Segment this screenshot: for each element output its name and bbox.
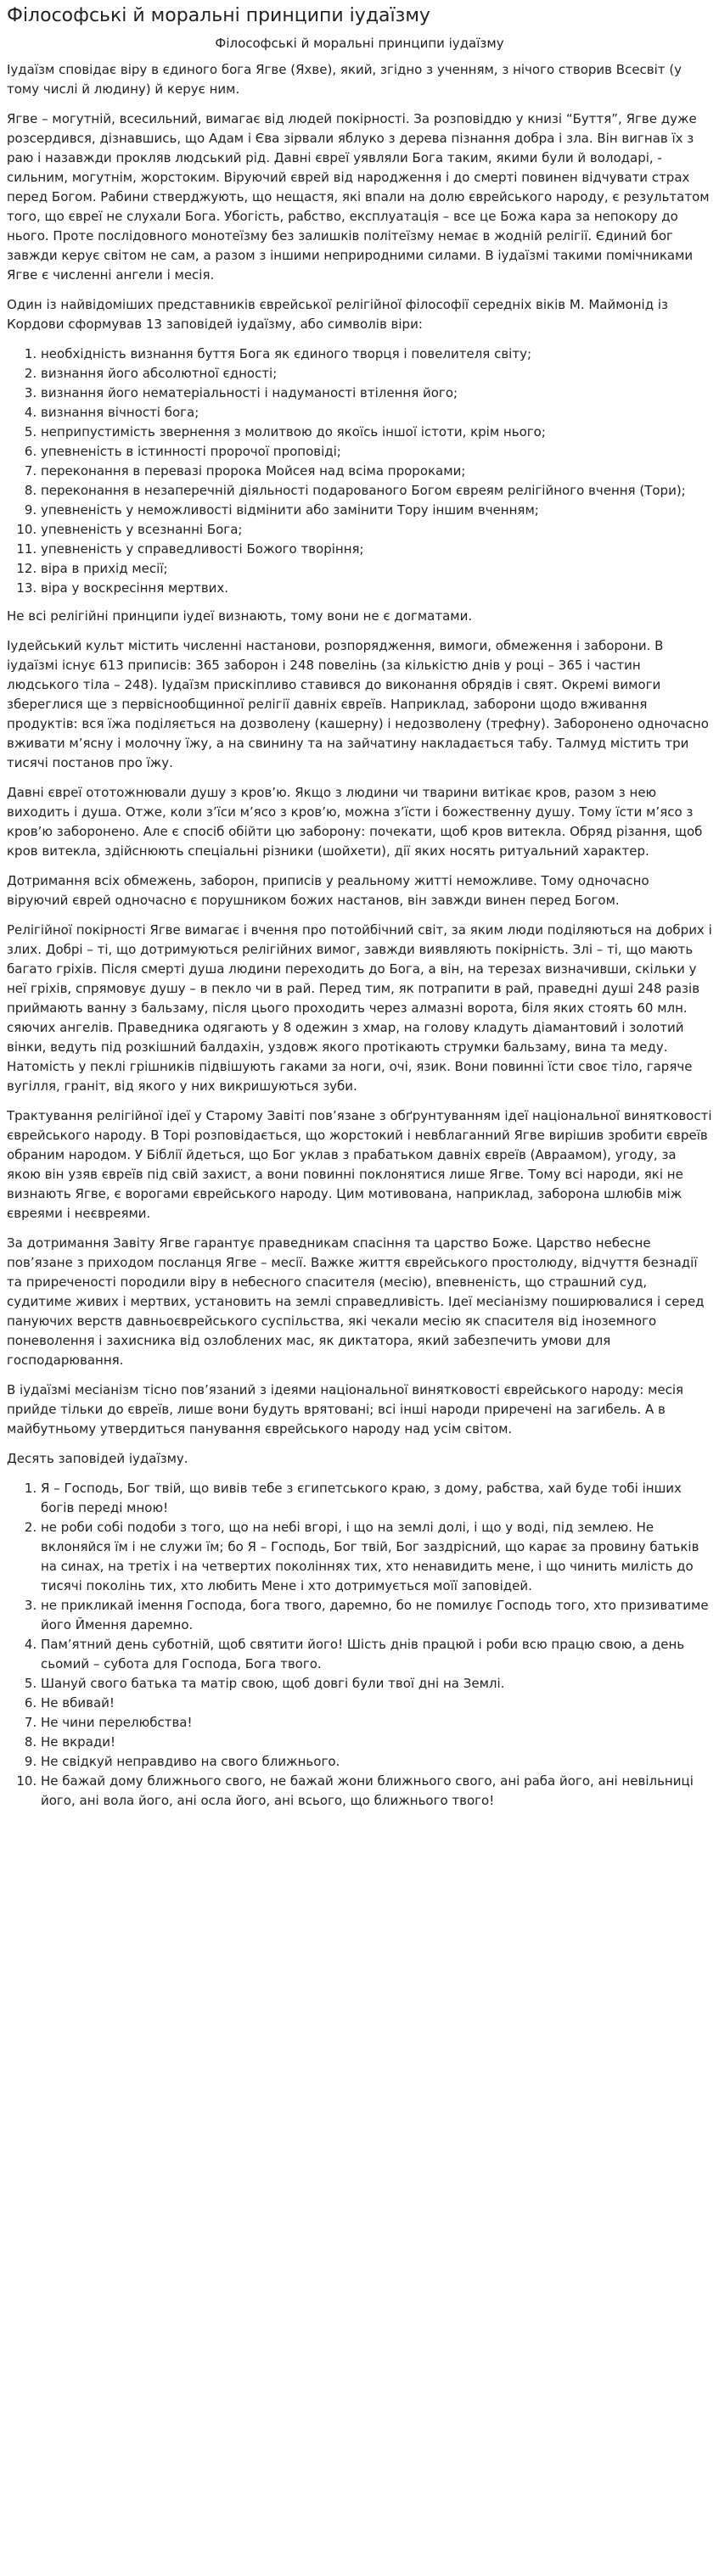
- commandment-item: 5. Шануй свого батька та матір свою, щоб довгі були твої дні на Землі.: [41, 1674, 712, 1694]
- principle-item: 8. переконання в незаперечній діяльності подарованого Богом євреям релігійного вчення (Тори);: [41, 481, 712, 501]
- paragraph-intro-1: Іудаїзм сповідає віру в єдиного бога Ягве (Яхве), який, згідно з ученням, з нічого створив Всесвіт (у тому числі й людину) й керує ним.: [7, 62, 682, 97]
- principle-item: 5. неприпустимість звернення з молитвою до якоїсь іншої істоти, крім нього;: [41, 423, 712, 442]
- paragraph-body-5: Релігійної покірності Ягве вимагає і вчення про потойбічний світ, за яким люди поділяються на добрих і злих. Добрі – ті, що дотримуються релігійних вимог, завжди виявляють покірність. Злі – ті, що мають багато гріхів. Після смерті душа людини переходить до Бога, а він, на терезах визначивши, скільки у неї гріхів, спрямовує душу – в пекло чи в рай. Перед тим, як потрапити в рай, праведні душі 248 разів приймають ванну з бальзаму, після цього проходить через алмазні ворота, біля яких стоять 60 млн. сяючих ангелів. Праведника одягають у 8 одежин з хмар, на голову кладуть діамантовий і золотий вінки, ведуть під розкішний балдахін, уздовж якого протікають струмки бальзаму, вина та меду. Натомість у пеклі грішників підвішують гаками за ноги, очі, язик. Вони повинні їсти своє тіло, гаряче вугілля, граніт, від якого у них викришуються зуби.: [7, 922, 712, 1094]
- commandment-item: 4. Пам’ятний день суботній, щоб святити його! Шість днів працюй і роби всю працю свою, а день сьомий – субота для Господа, Бога твого.: [41, 1635, 712, 1674]
- page-subtitle: Філософські й моральні принципи іудаїзму: [215, 36, 504, 51]
- paragraph-body-6: Трактування релігійної ідеї у Старому Завіті пов’язане з обґрунтуванням ідеї національної винятковості єврейського народу. В Торі розповідається, що жорстокий і невблаганний Ягве вирішив зробити євреїв обраним народом. У Біблії йдеться, що Бог уклав з прабатьком давніх євреїв (Авраамом), угоду, за якою він узяв євреїв під свій захист, а вони повинні поклонятися лише Ягве. Тому всі народи, які не визнають Ягве, є ворогами єврейського народу. Цим мотивована, наприклад, заборона шлюбів між євреями і неєвреями.: [7, 1108, 712, 1221]
- commandment-item: 8. Не вкради!: [41, 1733, 712, 1752]
- commandments-heading: Десять заповідей іудаїзму.: [7, 1451, 188, 1466]
- page-title: Філософські й моральні принципи іудаїзму: [7, 5, 430, 26]
- paragraph-body-8: В іудаїзмі месіанізм тісно пов’язаний з ідеями національної винятковості єврейського народу: месія прийде тільки до євреїв, лише вони будуть врятовані; всі інші народи приречені на загибель. А в майбутньому утвердиться панування єврейського народу над усім світом.: [7, 1382, 684, 1436]
- paragraph-body-1: Не всі релігійні принципи іудеї визнають, тому вони не є догматами.: [7, 608, 473, 624]
- principle-item: 11. упевненість у справедливості Божого творіння;: [41, 540, 712, 559]
- principle-item: 6. упевненість в істинності пророчої проповіді;: [41, 442, 712, 462]
- paragraph-body-3: Давні євреї ототожнювали душу з кров’ю. Якщо з людини чи тварини витікає кров, разом з нею виходить і душа. Отже, коли з’їси м’ясо з кров’ю, можна з’їсти і божественну душу. Тому їсти м’ясо з кров’ю заборонено. Але є спосіб обійти цю заборону: почекати, щоб кров витекла. Обряд різання, щоб кров витекла, здійснюють спеціальні різники (шойхети), дії яких носять ритуальний характер.: [7, 785, 703, 859]
- principle-item: 1. необхідність визнання буття Бога як єдиного творця і повелителя світу;: [41, 344, 712, 364]
- principle-item: 9. упевненість у неможливості відмінити або замінити Тору іншим вченням;: [41, 501, 712, 520]
- commandment-item: 10. Не бажай дому ближнього свого, не бажай жони ближнього свого, ані раба його, ані невільниці його, ані вола його, ані осла його, ані всього, що ближнього твого!: [41, 1772, 712, 1811]
- commandments-list: [7, 1479, 712, 1811]
- principle-item: 12. віра в прихід месії;: [41, 559, 712, 579]
- commandment-item: 1. Я – Господь, Бог твій, що вивів тебе з єгипетського краю, з дому, рабства, хай буде тобі інших богів переді мною!: [41, 1479, 712, 1518]
- commandment-item: 6. Не вбивай!: [41, 1694, 712, 1713]
- commandment-item: 3. не прикликай імення Господа, бога твого, даремно, бо не помилує Господь того, хто призиватиме його Ймення даремно.: [41, 1596, 712, 1635]
- principle-item: 4. визнання вічності бога;: [41, 403, 712, 423]
- principle-item: 3. визнання його нематеріальності і надуманості втілення його;: [41, 384, 712, 403]
- paragraph-body-4: Дотримання всіх обмежень, заборон, приписів у реальному житті неможливе. Тому одночасно віруючий єврей одночасно є порушником божих настанов, він завжди винен перед Богом.: [7, 873, 649, 908]
- principle-item: 2. визнання його абсолютної єдності;: [41, 364, 712, 384]
- principles-list: [7, 344, 712, 598]
- principle-item: 13. віра у воскресіння мертвих.: [41, 579, 712, 598]
- paragraph-body-7: За дотримання Завіту Ягве гарантує праведникам спасіння та царство Боже. Царство небесне пов’язане з приходом посланця Ягве – месії. Важке життя єврейського простолюду, відчуття безнадії та приреченості породили віру в небесного спасителя (месію), впевненість, що страшний суд, судитиме живих і мертвих, установить на землі справедливість. Ідеї месіанізму поширювалися і серед пануючих верств давньоєврейського суспільства, які чекали месію як спасителя від іноземного поневолення і захисника від озлоблених мас, як диктатора, який забезпечить умови для господарювання.: [7, 1235, 705, 1368]
- paragraph-body-2: Іудейський культ містить численні настанови, розпорядження, вимоги, обмеження і заборони. В іудаїзмі існує 613 приписів: 365 заборон і 248 повелінь (за кількістю днів у році – 365 і частин людського тіла – 248). Іудаїзм прискіпливо ставився до виконання обрядів і свят. Окремі вимоги збереглися ще з первіснообщинної релігії давніх євреїв. Наприклад, заборони щодо вживання продуктів: вся їжа поділяється на дозволену (кашерну) і недозволену (трефну). Заборонено одночасно вживати м’ясну і молочну їжу, а на свинину та на зайчатину накладається табу. Талмуд містить три тисячі постанов про їжу.: [7, 638, 709, 770]
- principle-item: 10. упевненість у всезнанні Бога;: [41, 520, 712, 540]
- paragraph-intro-2: Ягве – могутній, всесильний, вимагає від людей покірності. За розповіддю у книзі “Буття”, Ягве дуже розсердився, дізнавшись, що Адам і Єва зірвали яблуко з дерева пізнання добра і зла. Він вигнав їх з раю і назавжди прокляв людський рід. Давні євреї уявляли Бога таким, якими були й володарі, - сильним, могутнім, жорстоким. Віруючий єврей від народження і до смерті повинен відчувати страх перед Богом. Рабини стверджують, що нещастя, які впали на долю єврейського народу, є результатом того, що євреї не слухали Бога. Убогість, рабство, експлуатація – все це Божа кара за непокору до нього. Проте послідовного монотеїзму без залишків політеїзму немає в жодній релігії. Єдиний бог завжди керує світом не сам, а разом з іншими неприродними силами. В іудаїзмі такими помічниками Ягве є численні ангели і месія.: [7, 111, 710, 283]
- commandment-item: 7. Не чини перелюбства!: [41, 1713, 712, 1733]
- commandment-item: 9. Не свідкуй неправдиво на свого ближнього.: [41, 1752, 712, 1772]
- principle-item: 7. переконання в перевазі пророка Мойсея над всіма пророками;: [41, 462, 712, 481]
- commandment-item: 2. не роби собі подоби з того, що на небі вгорі, і що на землі долі, і що у воді, під землею. Не вклоняйся їм і не служи їм; бо Я – Господь, Бог твій, Бог заздрісний, що карає за провину батьків на синах, на третіх і на четвертих поколіннях тих, хто ненавидить мене, і що чинить милість до тисячі поколінь тих, хто любить Мене і хто дотримується моїї заповідей.: [41, 1518, 712, 1596]
- paragraph-intro-3: Один із найвідоміших представників єврейської релігійної філософії середніх віків М. Маймонід із Кордови сформував 13 заповідей іудаїзму, або символів віри:: [7, 297, 668, 332]
